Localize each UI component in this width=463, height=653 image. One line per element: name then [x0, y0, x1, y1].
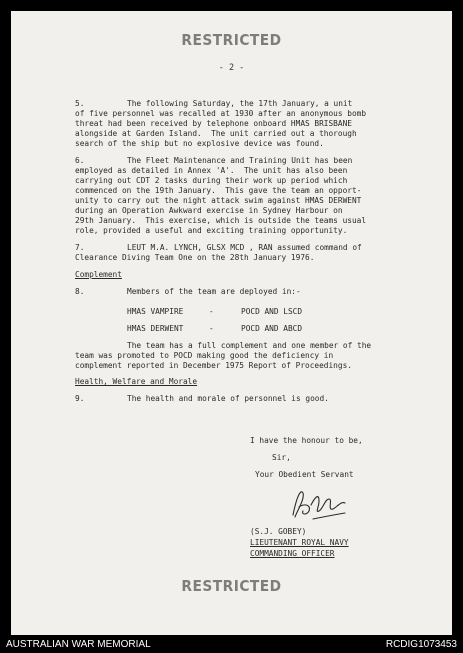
signatory-name: (S.J. GOBEY)	[250, 527, 307, 536]
signatory-rank: LIEUTENANT ROYAL NAVY	[250, 538, 349, 547]
para5-line: threat had been received by telephone onboard HMAS BRISBANE	[75, 119, 352, 128]
document-page	[11, 11, 452, 635]
para8-line: complement reported in December 1975 Report of Proceedings.	[75, 361, 352, 370]
para6-line: 29th January. This exercise, which is outside the teams usual	[75, 216, 367, 225]
para6-line: during an Operation Awkward exercise in Sydney Harbour on	[75, 206, 343, 215]
archive-footer	[0, 636, 463, 653]
para6-line: carrying out CDT 2 tasks during their work up period which	[75, 176, 348, 185]
signatory-title: COMMANDING OFFICER	[250, 549, 335, 558]
para8-line: team was promoted to POCD making good the deficiency in	[75, 351, 334, 360]
para8-number: 8.	[75, 287, 85, 296]
para5-line: search of the ship but no explosive device was found.	[75, 139, 324, 148]
para6-line: unity to carry out the night attack swim against HMAS DERWENT	[75, 196, 362, 205]
para6-line: commenced on the 19th January. This gave the team an opport-	[75, 186, 362, 195]
para6-number: 6.	[75, 156, 85, 165]
para9-number: 9.	[75, 394, 85, 403]
footer-record-id: RCDIG1073453	[385, 639, 457, 650]
para6-line: The Fleet Maintenance and Training Unit has been	[127, 156, 353, 165]
deployment-dash: -	[209, 324, 214, 333]
para7-line: LEUT M.A. LYNCH, GLSX MCD , RAN assumed command of	[127, 243, 362, 252]
para7-line: Clearance Diving Team One on the 28th January 1976.	[75, 253, 315, 262]
page-number: - 2 -	[218, 63, 245, 73]
footer-institution: AUSTRALIAN WAR MEMORIAL	[6, 639, 151, 650]
para5-line: of five personnel was recalled at 1930 after an anonymous bomb	[75, 109, 367, 118]
para7-number: 7.	[75, 243, 85, 252]
closing-line: Sir,	[272, 453, 291, 462]
para6-line: role, provided a useful and exciting training opportunity.	[75, 226, 348, 235]
para8-line: The team has a full complement and one member of the	[127, 341, 372, 350]
restricted-stamp-top: RESTRICTED	[181, 31, 282, 49]
para8-intro: Members of the team are deployed in:-	[127, 287, 301, 296]
deployment-role: POCD AND ABCD	[241, 324, 303, 333]
deployment-ship: HMAS DERWENT	[127, 324, 184, 333]
closing-line: Your Obedient Servant	[255, 470, 354, 479]
heading-complement: Complement	[75, 270, 122, 279]
para6-line: employed as detailed in Annex 'A'. The unit has also been	[75, 166, 348, 175]
para5-number: 5.	[75, 99, 85, 108]
deployment-ship: HMAS VAMPIRE	[127, 307, 184, 316]
para5-line: The following Saturday, the 17th January, a unit	[127, 99, 353, 108]
heading-health-welfare-morale: Health, Welfare and Morale	[75, 377, 198, 386]
para9-text: The health and morale of personnel is good.	[127, 394, 329, 403]
handwritten-signature	[289, 485, 349, 525]
deployment-dash: -	[209, 307, 214, 316]
deployment-role: POCD AND LSCD	[241, 307, 303, 316]
para5-line: alongside at Garden Island. The unit carried out a thorough	[75, 129, 357, 138]
restricted-stamp-bottom: RESTRICTED	[181, 577, 282, 595]
closing-line: I have the honour to be,	[250, 436, 363, 445]
